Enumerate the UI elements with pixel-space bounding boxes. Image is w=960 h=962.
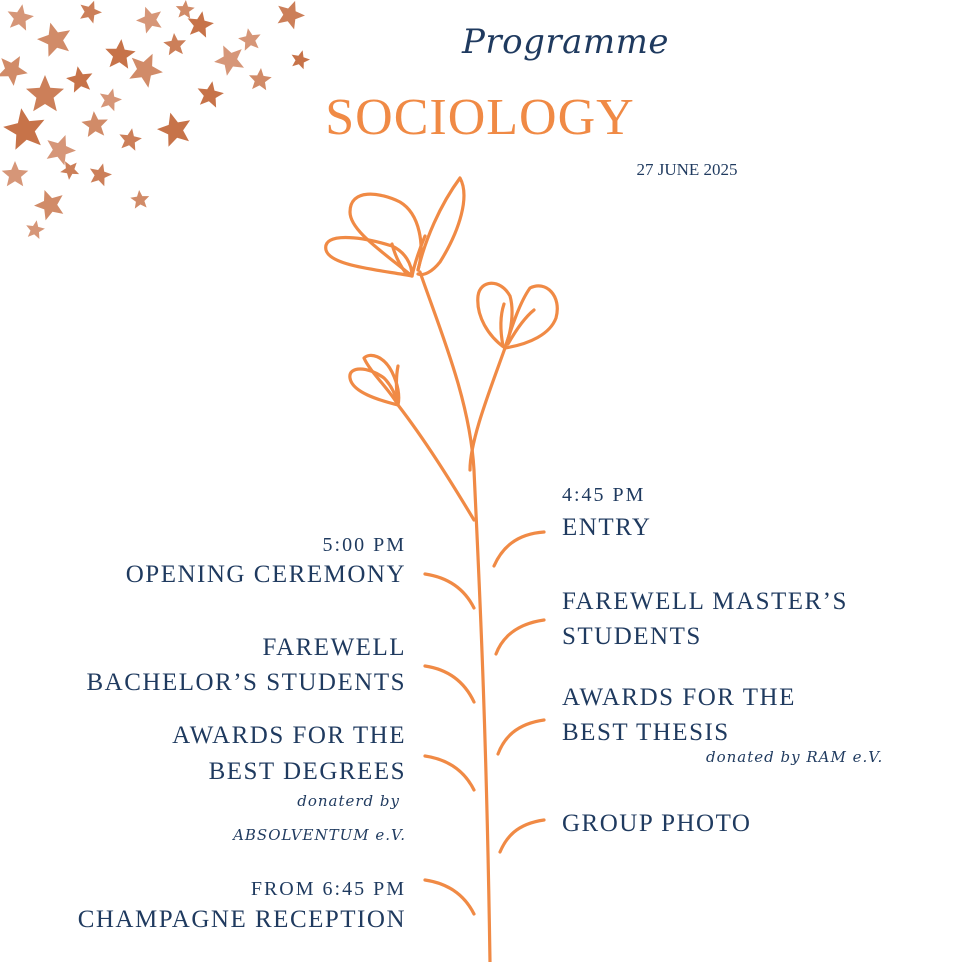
awards-thesis-line1: AWARDS FOR THE	[562, 684, 796, 711]
entry-time: 4:45 PM	[562, 484, 646, 506]
farewell-master-line2: STUDENTS	[562, 623, 702, 650]
reception-time: FROM 6:45 PM	[250, 878, 406, 900]
event-date: 27 JUNE 2025	[636, 160, 738, 179]
awards-degrees-donor-note1: donaterd by	[297, 792, 400, 810]
flower-large	[326, 178, 464, 276]
flower-bud	[350, 355, 399, 405]
group-photo-label: GROUP PHOTO	[562, 810, 752, 837]
farewell-master-line1: FAREWELL MASTER’S	[562, 588, 848, 615]
branch-right-1	[494, 532, 544, 566]
awards-degrees-line2: BEST DEGREES	[208, 758, 406, 785]
opening-time: 5:00 PM	[322, 534, 406, 556]
awards-thesis-donor-note: donated by RAM e.V.	[706, 748, 884, 766]
page-title: SOCIOLOGY	[325, 89, 635, 146]
awards-degrees-line1: AWARDS FOR THE	[172, 722, 406, 749]
farewell-bachelor-line2: BACHELOR’S STUDENTS	[86, 669, 406, 696]
side-stem-left	[398, 405, 474, 520]
branch-left-3	[425, 756, 474, 790]
branch-right-2	[496, 620, 544, 654]
awards-degrees-donor-note2: ABSOLVENTUM e.V.	[233, 826, 406, 844]
side-stem-right	[470, 348, 505, 470]
opening-ceremony-label: OPENING CEREMONY	[125, 561, 406, 588]
champagne-reception-label: CHAMPAGNE RECEPTION	[77, 906, 406, 933]
branch-left-4	[425, 880, 474, 914]
branch-right-3	[498, 720, 544, 754]
branch-right-4	[500, 820, 544, 852]
flower-medium	[478, 283, 558, 348]
farewell-bachelor-line1: FAREWELL	[262, 634, 406, 661]
awards-thesis-line2: BEST THESIS	[562, 719, 730, 746]
entry-label: ENTRY	[562, 514, 652, 541]
branch-left-2	[425, 666, 474, 702]
main-stem	[420, 272, 490, 962]
programme-heading: Programme	[462, 22, 669, 62]
branch-left-1	[425, 574, 474, 608]
